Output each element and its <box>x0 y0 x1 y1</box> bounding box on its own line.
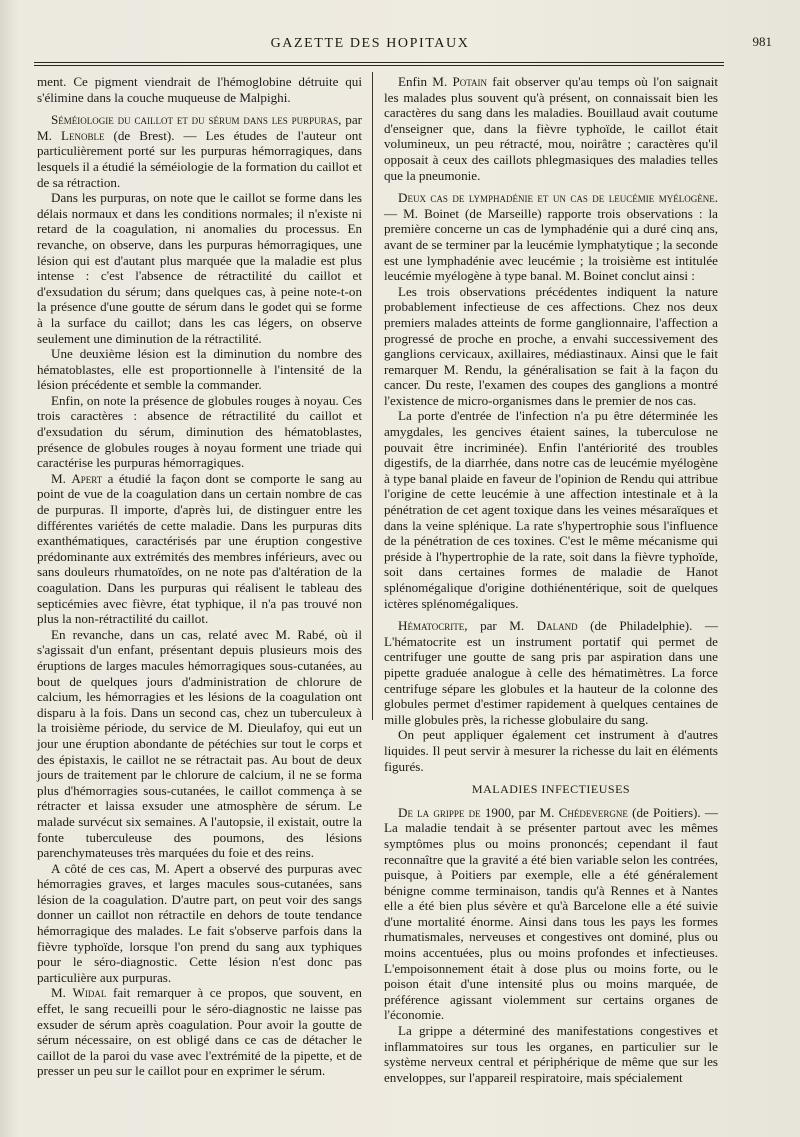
right-column <box>384 74 718 1085</box>
article-grippe <box>384 805 718 1023</box>
text-run: (de Brest). — Les études de l'auteur ont particulièrement porté sur les purpuras hémorragiques, dans lesquels il a étudié la séméiologie de la formation du caillot et de sa rétraction. <box>37 127 362 190</box>
author-name: Potain <box>452 74 487 89</box>
paragraph: La porte d'entrée de l'infection n'a pu être déterminée les amygdales, les gencives étaient saines, la tuberculose ne pouvait être incriminée). Enfin l'antériorité des troubles digestifs, de la diarrhée, dans notre cas de leucémie myélogène à type banal plaide en faveur de l'opinion de Rendu qui attribue l'origine de cette leucémie à une affection intestinale et à la pénétration de cet agent toxique dans les veines mésaraïques et dans la veine splénique. La rate s'hypertrophie sous l'influence de la pénétration de ces toxines. C'est le même mécanisme qui préside à l'hypertrophie de la rate, soit dans la fièvre typhoïde, soit dans certaines formes de maladie de Hanot splénomégalique d'origine dothiénentérique, soit de quelques ictères splénomégaliques. <box>384 408 718 611</box>
article-lead: De la grippe de 1900, <box>398 804 515 820</box>
paragraph: En revanche, dans un cas, relaté avec M. Rabé, où il s'agissait d'un enfant, présentant depuis plusieurs mois des éruptions de larges macules hémorragiques sous-cutanées, au bout de quelques jours d'administration de chlorure de calcium, les hémorragies et les lésions de la coagulation ont disparu à la fois. Dans un second cas, chez un tuberculeux à la troisième période, du service de M. Dieulafoy, qui eut un jour une éruption abondante de pétéchies sur tout le corps et des épistaxis, le caillot ne se rétractait pas. Au bout de deux jours de traitement par le chlorure de calcium, il ne se forma plus d'hémorragies sous-cutanées, le caillot commença à se rétracter et laissa exsuder une atmosphère de sérum. Le malade survécut six semaines. A l'autopsie, il existait, outre la fonte tuberculeuse des poumons, des lésions parenchymateuses très marquées du foie et des reins. <box>37 626 362 861</box>
header-rule-bottom <box>34 65 724 66</box>
paragraph: Enfin, on note la présence de globules rouges à noyau. Ces trois caractères : absence de rétractilité du caillot et d'exsudation du sérum, diminution des hématoblastes, présence de globules rouges à noyau forment une triade qui caractérise les purpuras hémorragiques. <box>37 392 362 471</box>
paragraph: ment. Ce pigment viendrait de l'hémoglobine détruite qui s'élimine dans la couche muqueuse de Malpighi. <box>37 74 362 105</box>
author-name: Daland <box>536 618 578 634</box>
running-head <box>0 36 800 56</box>
journal-title: GAZETTE DES HOPITAUX <box>270 36 470 51</box>
text-run: par M. <box>37 112 362 143</box>
paragraph: Dans les purpuras, on note que le caillot se forme dans les délais normaux et dans les conditions normales; il n'existe ni retard de la coagulation, ni anomalies du processus. En revanche, on observe, dans les purpuras hémorragiques, une lésion qui est d'autant plus marquée que la maladie est plus intense : c'est l'absence de rétractilité du caillot et d'exsudation du sérum; dans quelques cas, à peine note-t-on la présence d'une goutte de sérum dans le godet qui se forme à la surface du caillot; dans les cas légers, on observe seulement une diminution de la rétractilité. <box>37 190 362 346</box>
text-run: Enfin M. <box>398 74 453 89</box>
text-run: fait remarquer à ce propos, que souvent, en effet, le sang recueilli pour le séro-diagnostic ne laisse pas exsuder de sérum après coagulation. Pour avoir la goutte de sérum nécessaire, on est obligé dans ce cas de détacher le caillot de la paroi du vase avec l'extrémité de la pipette, et de presser un peu sur le caillot pour en exprimer le sérum. <box>37 985 362 1079</box>
text-run: a étudié la façon dont se comporte le sang au point de vue de la coagulation dans un certain nombre de cas de purpuras. Il importe, d'après lui, de distinguer entre les différentes variétés de cette maladie. Dans les purpuras dits exanthématiques, caractérisés par une éruption congestive prédominante aux extrémités des membres inférieurs, avec ou sans douleurs rhumatoïdes, on ne note pas d'altération de la coagulation. Dans les purpuras qui réalisent le tableau des septicémies avec fièvre, état typhique, il n'a pas trouvé non plus la non-rétractilité du caillot. <box>37 470 362 627</box>
paragraph: Les trois observations précédentes indiquent la nature probablement infectieuse de ces affections. Chez nos deux premiers malades atteints de forme ganglionnaire, l'affection a progressé de proche en proche, a envahi successivement des ganglions cervicaux, axillaires, médiastinaux. Ainsi que le fait remarquer M. Rendu, la généralisation se fait à la façon du cancer. Du reste, l'examen des coupes des ganglions a montré l'existence de micro-organismes dans le premier de nos cas. <box>384 283 718 408</box>
article-lead: Hématocrite, <box>398 618 468 634</box>
author-name: Apert <box>71 470 103 486</box>
text-run: M. <box>51 985 73 1001</box>
paragraph: On peut appliquer également cet instrument à d'autres liquides. Il peut servir à mesurer la richesse du lait en éléments figurés. <box>384 727 718 774</box>
paragraph: La grippe a déterminé des manifestations congestives et inflammatoires sur tous les organes, en particulier sur le système nerveux central et périphérique de même que sur les enveloppes, sur l'appareil respiratoire, mais spécialement <box>384 1023 718 1085</box>
section-heading: MALADIES INFECTIEUSES <box>471 782 631 797</box>
paragraph-widal <box>37 985 362 1079</box>
paragraph: Une deuxième lésion est la diminution du nombre des hématoblastes, elle est proportionnelle à l'intensité de la lésion précédente et semble la commander. <box>37 346 362 393</box>
article-lead: Séméiologie du caillot et du sérum dans les purpuras, <box>51 112 342 128</box>
paragraph-apert <box>37 471 362 627</box>
paragraph-potain <box>384 74 718 183</box>
article-lead: Deux cas de lymphadénie et un cas de leucémie myélogène. <box>398 190 718 206</box>
article-lymphadenie <box>384 190 718 284</box>
text-run: (de Philadelphie). — L'hématocrite est un instrument portatif qui permet de centrifuger une goutte de sang pris par aspiration dans une pipette graduée analogue à celle des hématimètres. La force centrifuge sépare les globules et la hauteur de la colonne des globules permet d'estimer rapidement à quelques centaines de mille globules près, la richesse globulaire du sang. <box>384 618 718 727</box>
article-semeiologie <box>37 112 362 190</box>
text-run: M. <box>51 470 72 486</box>
paragraph: A côté de ces cas, M. Apert a observé des purpuras avec hémorragies graves, et larges macules sous-cutanées, sans lésion de la coagulation. D'autre part, on peut voir des sangs donner un caillot non rétractile en dehors de toute tendance hémorragique des malades. Le fait s'observe parfois dans la fièvre typhoïde, lorsque l'on prend du sang aux typhiques pour le séro-diagnostic. Cette lésion n'est donc pas particulière aux purpuras. <box>37 860 362 985</box>
article-hematocrite <box>384 618 718 727</box>
text-run: par M. <box>514 804 559 820</box>
column-divider <box>372 72 373 720</box>
page-number: 981 <box>752 34 772 49</box>
author-name: Chédevergne <box>558 804 628 820</box>
author-name: Lenoble <box>60 127 105 143</box>
header-rule-top <box>34 62 724 63</box>
left-column <box>37 74 362 1079</box>
text-run: — M. Boinet (de Marseille) rapporte trois observations : la première concerne un cas de lymphadénie qui a duré cinq ans, avant de se terminer par la leucémie lymphatytique ; la seconde est une lymphadénie avec leucémie ; la troisième est intitulée leucémie myélogène à type banal. M. Boinet conclut ainsi : <box>384 205 718 284</box>
author-name: Widal <box>72 985 107 1001</box>
text-run: (de Poitiers). — La maladie tendait à se présenter partout avec les mêmes symptômes plus ou moins prononcés; cependant il faut reconnaître que la gravité a été bien variable selon les contrées, puisque, à Poitiers par exemple, elle a été généralement bénigne comme terminaison, tandis qu'à Rennes et à Nantes elle a été bien plus sévère et qu'à Barcelone elle a été suivie d'une mortalité énorme. Ainsi dans tous les pays les formes rhumatismales, nerveuses et congestives ont dominé, plus ou moins accentuées, plus ou moins profondes et infectieuses. L'empoisonnement était à dose plus ou moins forte, ou le poison était d'une intensité plus ou moins marquée, de préférence agissant violemment sur certains organes de l'économie. <box>384 804 718 1023</box>
text-run: par M. <box>467 618 537 634</box>
text-run: fait observer qu'au temps où l'on saignait les malades plus souvent qu'à présent, on connaissait bien les caractères du sang dans les maladies. Bouillaud avait coutume d'enseigner que, dans la fièvre typhoïde, le caillot était volumineux, un peu rétracté, mou, noirâtre ; caractères qu'il opposait à ceux des caillots phlegmasiques des maladies telles que la pneumonie. <box>384 74 718 183</box>
